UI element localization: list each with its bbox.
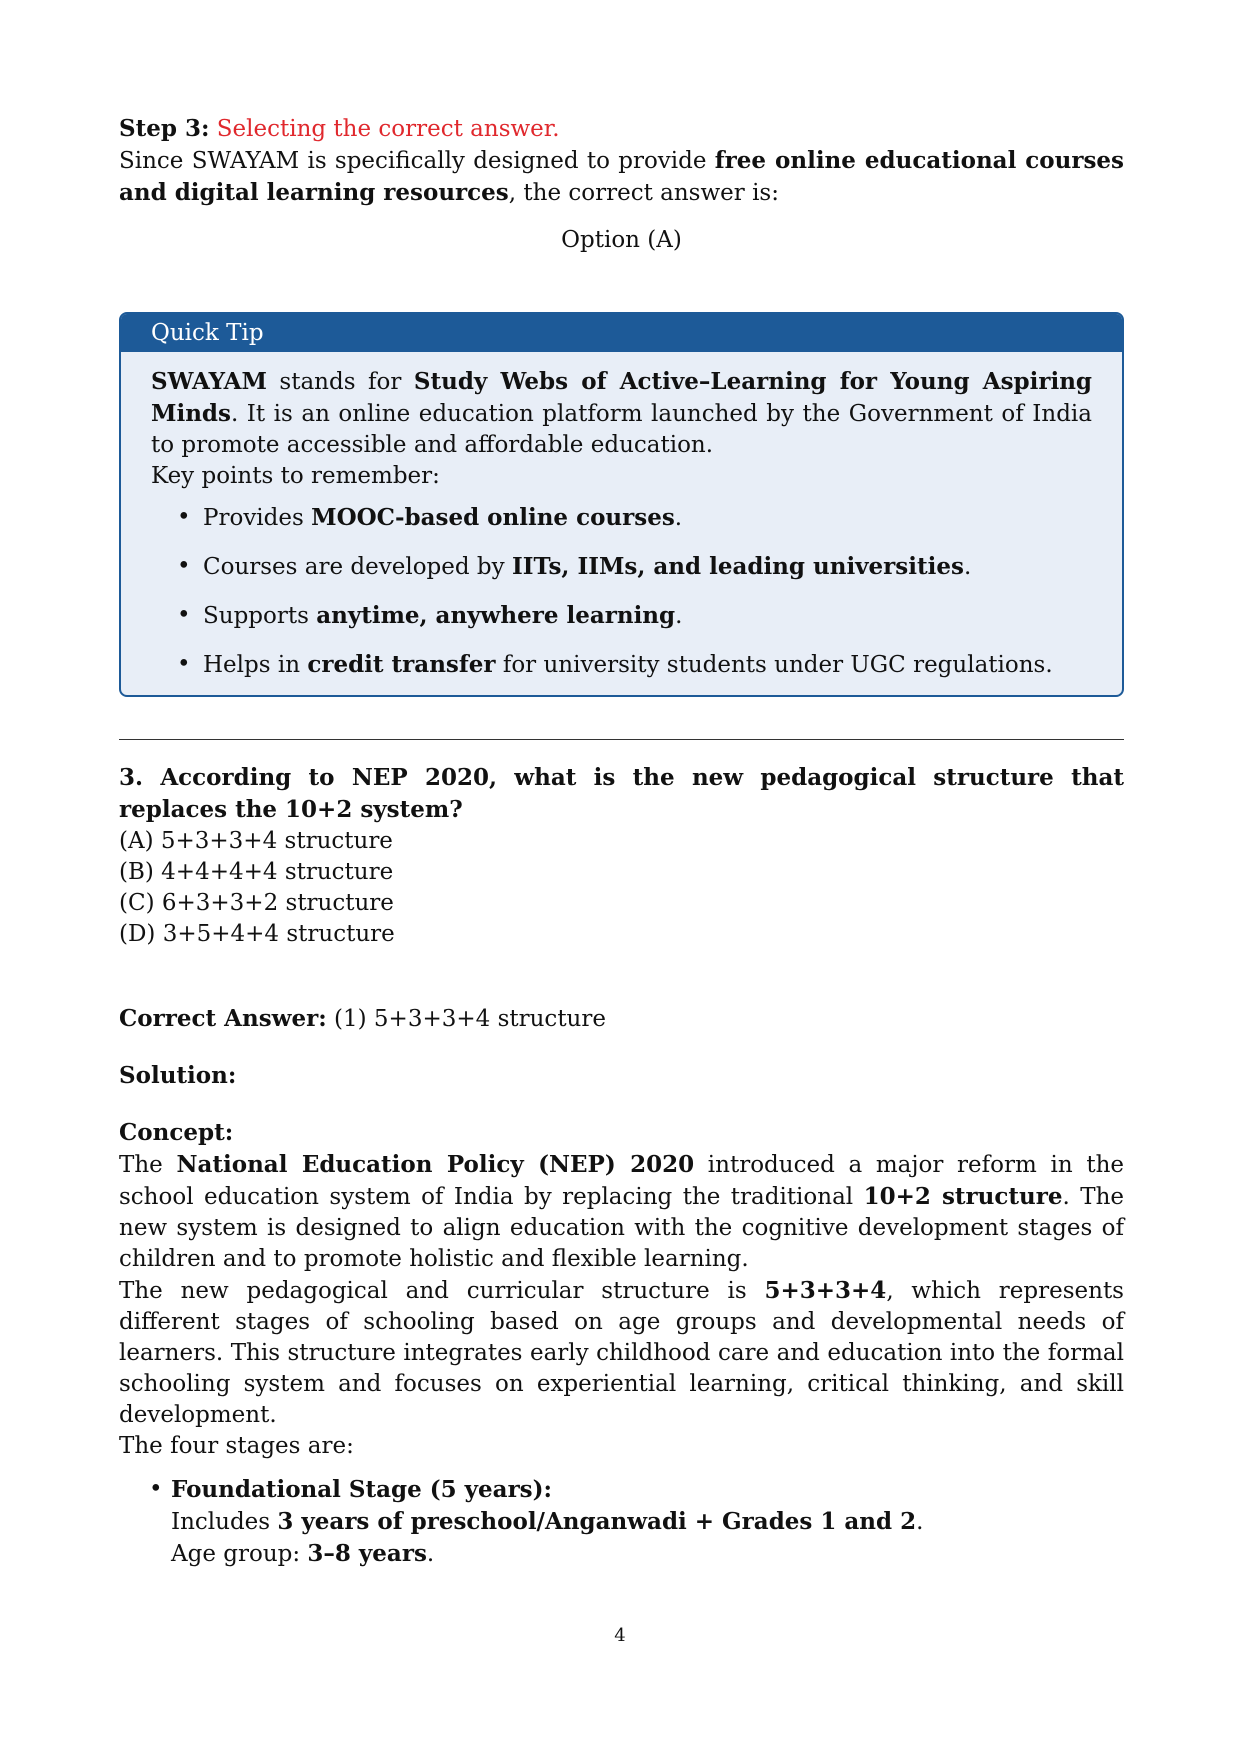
- list-item-text: Provides: [203, 505, 312, 531]
- quick-tip-box: [119, 312, 1124, 697]
- list-item-text: .: [963, 554, 972, 580]
- stage-bold: 3 years of preschool/Anganwadi + Grades 1 and 2: [277, 1508, 917, 1535]
- list-item-text: .: [675, 603, 683, 629]
- correct-answer-label: Correct Answer:: [119, 1005, 327, 1032]
- concept-text: , which represents different stages of schooling based on age groups and developmental needs of learners. This structure integrates early childhood care and education into the formal schooling system and focuses on experiential learning, critical thinking, and skill development.: [119, 1278, 1124, 1428]
- correct-answer: [119, 1003, 1124, 1035]
- concept-text: introduced a major reform in the school education system of India by replacing the traditional: [119, 1152, 1125, 1210]
- list-item-bold: anytime, anywhere learning: [316, 602, 676, 629]
- bullet-icon: •: [177, 504, 191, 530]
- correct-answer-value: (1) 5+3+3+4 structure: [326, 1006, 606, 1032]
- concept-text: The: [119, 1152, 177, 1178]
- stage-text: Age group:: [171, 1541, 308, 1567]
- list-item-bold: IITs, IIMs, and leading universities: [511, 553, 964, 580]
- step3-label: Step 3:: [119, 115, 210, 142]
- list-item: [173, 551, 1092, 583]
- bullet-icon: •: [177, 602, 191, 628]
- quick-tip-intro: [151, 366, 1092, 461]
- concept-heading: [119, 1117, 1124, 1149]
- concept-text: The new pedagogical and curricular structure is: [119, 1278, 765, 1304]
- tip-list: [151, 502, 1092, 681]
- question-3-text: 3. According to NEP 2020, what is the new pedagogical structure that replaces the 10+2 system?: [119, 764, 1124, 823]
- tip-key-points: Key points to remember:: [151, 463, 440, 489]
- concept-bold: 10+2 structure: [863, 1183, 1063, 1210]
- list-item-text: Helps in: [203, 652, 308, 678]
- bullet-icon: •: [149, 1476, 163, 1502]
- quick-tip-body: [121, 352, 1122, 695]
- concept-paragraph-1: [119, 1149, 1124, 1275]
- stages-list: [119, 1474, 1124, 1570]
- page-number: 4: [614, 1625, 626, 1646]
- step3-answer: Option (A): [561, 227, 682, 253]
- step3-text-2: , the correct answer is:: [508, 180, 779, 206]
- tip-stands: stands for: [266, 369, 414, 395]
- quick-tip-title: Quick Tip: [121, 314, 1122, 352]
- stage-text: Includes: [171, 1509, 278, 1535]
- list-item-text: .: [674, 505, 683, 531]
- tip-fullform: Study Webs of Active–Learning for Young Aspiring Minds: [151, 368, 1092, 427]
- bullet-icon: •: [177, 553, 191, 579]
- stage-bold: 3–8 years: [307, 1540, 427, 1567]
- step3-paragraph: [119, 113, 1124, 209]
- concept-paragraph-3: The four stages are:: [119, 1433, 354, 1459]
- question-3-options: [119, 826, 1124, 950]
- bullet-icon: •: [177, 651, 191, 677]
- question-3: [119, 762, 1124, 826]
- stage-title: Foundational Stage (5 years):: [171, 1476, 553, 1503]
- stage-text: .: [426, 1541, 435, 1567]
- list-item-bold: credit transfer: [307, 651, 496, 678]
- option-a: (A) 5+3+3+4 structure: [119, 828, 393, 854]
- list-item: [173, 502, 1092, 534]
- concept-bold: 5+3+3+4: [764, 1277, 887, 1304]
- option-d: (D) 3+5+4+4 structure: [119, 921, 395, 947]
- section-divider: [119, 739, 1124, 740]
- list-item-bold: MOOC-based online courses: [311, 504, 675, 531]
- solution-label: Solution:: [119, 1062, 237, 1089]
- concept-label: Concept:: [119, 1119, 234, 1146]
- step3-bold-1: free online educational courses and digital learning resources: [119, 147, 1124, 206]
- list-item: [173, 649, 1092, 681]
- tip-swayam: SWAYAM: [151, 368, 267, 395]
- concept-text: . The new system is designed to align education with the cognitive development stages of children and to promote holistic and flexible learning.: [119, 1184, 1124, 1272]
- list-item-text: Supports: [203, 603, 317, 629]
- solution-heading: [119, 1060, 1124, 1092]
- step3-text-1: Since SWAYAM is specifically designed to provide: [119, 148, 715, 174]
- option-c: (C) 6+3+3+2 structure: [119, 890, 394, 916]
- step3-heading: Selecting the correct answer.: [216, 116, 560, 142]
- list-item-text: Courses are developed by: [203, 554, 512, 580]
- list-item: [173, 600, 1092, 632]
- list-item-text: for university students under UGC regulations.: [495, 652, 1053, 678]
- concept-paragraph-2: [119, 1275, 1124, 1431]
- tip-description: . It is an online education platform launched by the Government of India to promote accessible and affordable education.: [151, 401, 1092, 458]
- option-b: (B) 4+4+4+4 structure: [119, 859, 394, 885]
- document-page: [119, 113, 1124, 1570]
- stage-text: .: [916, 1509, 924, 1535]
- concept-bold: National Education Policy (NEP) 2020: [176, 1151, 695, 1178]
- list-item: [151, 1474, 1124, 1570]
